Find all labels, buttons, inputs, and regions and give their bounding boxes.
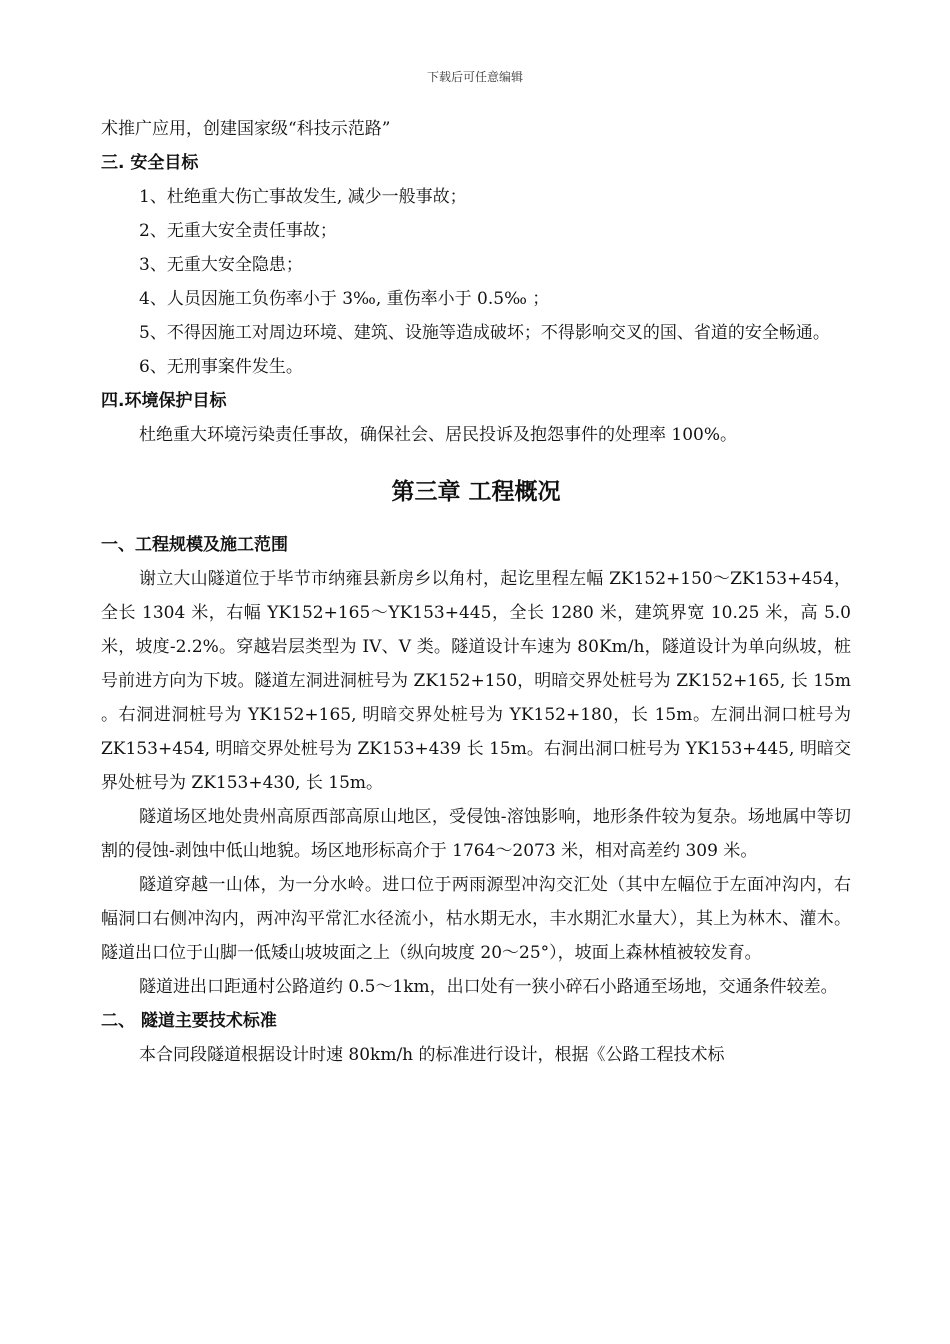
list-item: 6、无刑事案件发生。 [139,357,303,377]
paragraph: 隧道进出口距通村公路道约 0.5～1km，出口处有一狭小碎石小路通至场地，交通条件较差。 [139,977,838,997]
paragraph: 隧道场区地处贵州高原西部高原山地区，受侵蚀-溶蚀影响，地形条件较为复杂。场地属中等切割的侵蚀-剥蚀中低山地貌。场区地形标高介于 1764～2073 米，相对高差约 309 米。 [101,807,851,861]
section-heading-environment: 四.环境保护目标 [101,391,227,411]
list-item: 2、无重大安全责任事故； [139,221,337,241]
page-header: 下载后可任意编辑 [426,70,523,84]
paragraph: 本合同段隧道根据设计时速 80km/h 的标准进行设计，根据《公路工程技术标 [139,1045,725,1065]
paragraph: 谢立大山隧道位于毕节市纳雍县新房乡以角村，起讫里程左幅 ZK152+150～ZK153+454，全长 1304 米，右幅 YK152+165～YK153+445，全长 1280 米，建筑界宽 10.25 米，高 5.0 米，坡度-2.2%。穿越岩层类型为 IV、V 类。隧道设计车速为 80Km/h，隧道设计为单向纵坡，桩号前进方向为下坡。隧道左洞进洞桩号为 ZK152+150，明暗交界处桩号为 ZK152+165, 长 15m 。右洞进洞桩号为 YK152+165, 明暗交界处桩号为 YK152+180，长 15m。左洞出洞口桩号为 ZK153+454, 明暗交界处桩号为 ZK153+439 长 15m。右洞出洞口桩号为 YK153+445, 明暗交界处桩号为 ZK153+430, 长 15m。 [101,569,851,793]
paragraph: 杜绝重大环境污染责任事故，确保社会、居民投诉及抱怨事件的处理率 100%。 [139,425,738,445]
list-item: 5、不得因施工对周边环境、建筑、设施等造成破坏；不得影响交叉的国、省道的安全畅通。 [139,323,830,343]
section-heading-scale: 一、工程规模及施工范围 [101,535,288,555]
list-item: 3、无重大安全隐患； [139,255,303,275]
list-item: 1、杜绝重大伤亡事故发生, 减少一般事故； [139,187,467,207]
list-item: 4、人员因施工负伤率小于 3‰, 重伤率小于 0.5‰ ； [139,289,550,309]
section-heading-safety: 三. 安全目标 [101,153,199,173]
paragraph-continuation: 术推广应用，创建国家级“科技示范路” [101,119,391,139]
paragraph: 隧道穿越一山体，为一分水岭。进口位于两雨源型冲沟交汇处（其中左幅位于左面冲沟内，右幅洞口右侧冲沟内，两冲沟平常汇水径流小，枯水期无水，丰水期汇水量大），其上为林木、灌木。隧道出口位于山脚一低矮山坡坡面之上（纵向坡度 20～25°），坡面上森林植被较发育。 [101,875,851,963]
document-body [101,112,851,1072]
chapter-title: 第三章 工程概况 [391,479,561,505]
section-heading-standards: 二、 隧道主要技术标准 [101,1011,277,1031]
